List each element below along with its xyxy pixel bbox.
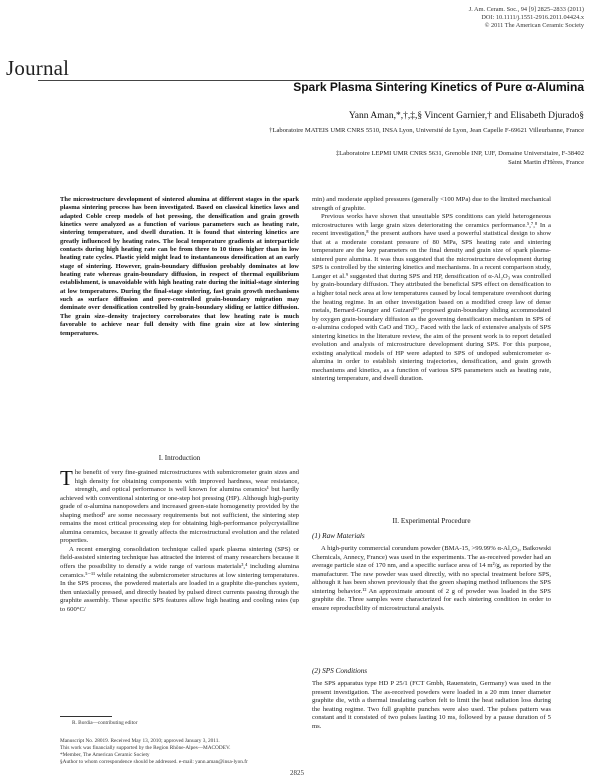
footnote-correspondence: §Author to whom correspondence should be addressed. e-mail: yann.aman@insa-lyon.fr [60,759,248,765]
footnotes [60,738,299,766]
raw-materials-heading: (1) Raw Materials [312,532,365,540]
footnote-member: *Member, The American Ceramic Society [60,752,150,758]
raw-materials-body [312,545,551,613]
footnote-manuscript: Manuscript No. 28019. Received May 13, 2010; approved January 3, 2011. [60,738,220,744]
intro-paragraph-1 [60,466,299,546]
abstract: The microstructure development of sintered alumina at different stages in the spark plasma sintering process has been investigated. Based on classical kinetics laws and adapted Coble creep models of hot pressing, the densification and grain growth kinetics were analyzed as a function of various parameters such as heating rate, sintering temperature, and dwell duration. It is found that sintering kinetics are greatly influenced by heating rates. The local temperature gradients at interparticle contacts during high heating rate can be from three to 10 times higher than in low heating rate cycles. Plastic yield might lead to instantaneous densification at an early stage of sintering. However, grain-boundary diffusion probably dominates at low heating rate whereas grain-boundary diffusion, in respect of thermal equilibrium establishment, is unavoidable with high heating rate during the initial-stage sintering at low temperatures. During the final-stage sintering, fast grain growth mechanisms such as surface diffusion and pore-controlled grain-boundary migration may dominate over densification controlled by grain-boundary sliding or lattice diffusion. The grain size–density trajectory corroborates that low heating rate is much favorable to achieve near full density with fine grain size at low sintering temperatures. [60,196,299,337]
intro-paragraph-1-text: he benefit of very fine-grained microstructures with submicrometer grain sizes and high density for obtaining components with improved hardness, wear resistance, strength, and optical performance is well known for alumina ceramics¹ but hardly achieved with conventional sintering or one-step hot pressing (HP). Although high-purity grade of α-alumina nanopowders and increased green-state homogeneity provided by the shaping method² are some necessary requirements but not sufficient, the sintering step remains the most critical processing step for obtaining high-performance polycrystalline alumina ceramics, because it greatly affects the microstructural evolution and the related properties. [60,469,299,545]
page-number: 2825 [290,769,304,777]
sps-conditions-heading: (2) SPS Conditions [312,667,368,675]
sps-conditions-paragraph: The SPS apparatus type HD P 25/1 (FCT Gmbh, Rauenstein, Germany) was used in the present investigation. The as-received powders were loaded in a 20 mm inner diameter graphite die, with a thermal insulating carbon felt to limit the heat radiation loss during the heating regime. Two full graphite punches were also used. The pulses pattern was constant and it consisted of two pulses lasting 10 ms, followed by a pause duration of 5 ms. [312,680,551,730]
copyright: © 2011 The American Ceramic Society [484,22,584,30]
article-title: Spark Plasma Sintering Kinetics of Pure α-Alumina [293,80,584,94]
paragraph-continued: min) and moderate applied pressures (generally <100 MPa) due to the limited mechanical strength of graphite. [312,196,551,212]
paragraph-previous-works: Previous works have shown that unsuitable SPS conditions can yield heterogeneous microstructures with large grain sizes deteriorating the ceramics performance.⁵,⁷,⁸ In a recent investigation,⁸ the present authors have used a powerful statistical design to show that at a moderate constant pressure of 80 MPa, SPS heating rate and sintering temperature are the key parameters on the final density and grain size of spark plasma-sintered pure alumina. It was thus suggested that the microstructure development during SPS is controlled by the sintering kinetics and mechanisms. In a recent comparison study, Langer et al.⁹ suggested that during SPS and HP, densification of α-Al₂O₃ was controlled by grain-boundary diffusion. They attributed the beneficial SPS effect on densification to a higher total neck area at low temperatures caused by local temperature overshoot during the heating regime. In an other investigation based on a modified creep law of dense metals, Bernard-Granger and Guizard¹⁰ proposed grain-boundary sliding accommodated by oxygen grain-boundary diffusion as the governing densification mechanism in SPS of α-alumina codoped with CaO and TiO₂. Faced with the lack of extensive analysis of SPS sintering kinetics in the literature review, the aim of the present work is to report detailed evolution and analysis of microstructure development during SPS. For this purpose, existing analytical models of HP were adapted to SPS of undoped submicrometer α-alumina in order to establish sintering trajectories, densification, and grain growth mechanisms and kinetics, as a function of various SPS parameters such as heating rate, sintering temperature, and dwell duration. [312,213,551,383]
intro-body [60,466,299,614]
citation: J. Am. Ceram. Soc., 94 [9] 2825–2833 (2011) [468,6,584,13]
affiliation-2 [64,149,584,167]
authors: Yann Aman,*,†,‡,§ Vincent Garnier,† and Elisabeth Djurado§ [348,111,584,121]
journal-logo-word: Journal [6,56,70,80]
experimental-heading: II. Experimental Procedure [392,517,471,525]
intro-heading: I. Introduction [158,454,201,462]
footnote-rule [60,716,112,717]
raw-materials-paragraph: A high-purity commercial corundum powder (BMA-15, >99.99% α-Al₂O₃, Baïkowski Chemicals, Annecy, France) was used in the experiments. The as-received powder had an average particle size of 170 nm, and a specific surface area of 14 m²/g, as reported by the manufacturer. The raw powder was used directly, with no special treatment before SPS, although it has been shown previously that the green shaping method influences the SPS sintering behavior.¹² An approximate amount of 2 g of powder was loaded in the SPS graphite die. Three samples were characterized for each sintering condition in order to ensure reproducibility of microstructural analysis. [312,545,551,612]
right-column-top [312,196,551,384]
drop-cap: T [60,466,73,490]
sps-conditions-body [312,680,551,731]
footnote-funding: This work was financially supported by the Region Rhône-Alpes—MACODEV. [60,745,231,751]
doi: DOI: 10.1111/j.1551-2916.2011.04424.x [481,14,584,22]
intro-paragraph-2: A recent emerging consolidation technique called spark plasma sintering (SPS) or field-assisted sintering technique has attracted the interest of many researchers because it offers the possibility to densify a wide range of various materials³,⁴ including alumina ceramics.⁵⁻¹¹ while retaining the submicrometer structures at low sintering temperatures. In the SPS process, the powdered materials are loaded in a graphite die-punches system, then uniaxially pressed, and directly heated by pulsed direct currents passing through the graphite assembly. These specific SPS features allow high heating and cooling rates (up to 600°C/ [60,545,299,613]
editor-note: R. Bordia—contributing editor [72,720,138,726]
masthead [364,6,584,31]
affiliation-2-line-1: ‡Laboratoire LEPMI UMR CNRS 5631, Grenoble INP, UJF, Domaine Universitaire, F-38402 [335,150,584,157]
affiliation-1: †Laboratoire MATEIS UMR CNRS 5510, INSA Lyon, Université de Lyon, Jean Capelle F-69621 Villeurbanne, France [269,127,584,134]
affiliation-2-line-2: Saint Martin d'Hères, France [508,159,584,166]
